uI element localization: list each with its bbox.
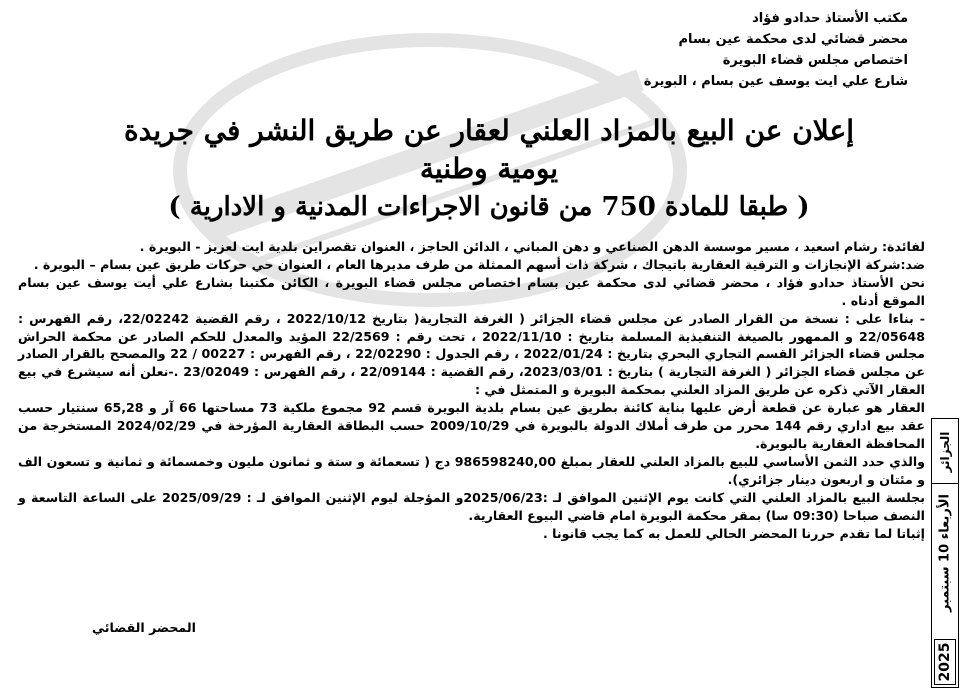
bailiff-paragraph: نحن الأستاذ حدادو فؤاد ، محضر قضائي لدى محكمة عين بسام اختصاص مجلس قضاء البويرة ، الكائن مكتبنا بشارع علي أيت يوسف عين بسام الموقع أدناه . — [18, 274, 925, 308]
announcement-title — [70, 112, 908, 226]
property-paragraph: العقار هو عبارة عن قطعة أرض عليها بناية كائنة بطريق عين بسام بلدية البويرة قسم 92 مجموع ملكية 73 مساحتها 66 آر و 65,28 سنتيار حسب عقد بيع اداري رقم 144 محرر من طرف أملاك الدولة بالبويرة في 2009/10/29 حسب البطاقة العقارية المؤرخة في 2024/02/29 المستخرجة من المحافظة العقارية بالبويرة. — [18, 400, 926, 451]
bailiff-title: محضر قضائي لدى محكمة عين بسام — [678, 32, 908, 47]
creditor-paragraph: لفائدة: رشام اسعيد ، مسير موسسة الدهن الصناعي و دهن المباني ، الدائن الحاجز ، العنوان تقصراين بلدية ايت لعزيز - البويرة . — [139, 239, 925, 254]
office-name: مكتب الأستاذ حدادو فؤاد — [752, 11, 908, 26]
announcement-body — [18, 238, 925, 542]
signature-label: المحضر القضائي — [92, 620, 196, 635]
bailiff-office-header — [488, 8, 908, 92]
title-line-2: يومية وطنية — [419, 152, 559, 185]
jurisdiction: اختصاص مجلس قضاء البويرة — [722, 53, 908, 68]
session-paragraph: بجلسة البيع بالمزاد العلني التي كانت يوم الإثنين الموافق لـ :2025/06/23و المؤجلة ليوم الإثنين الموافق لـ : 2025/09/29 على الساعة التاسعة و النصف صباحا (09:30 سا) بمقر محكمة البويرة امام قاضي البيوع العقارية. — [18, 489, 925, 523]
year-box — [934, 639, 956, 685]
office-address: شارع علي ايت يوسف عين بسام ، البويرة — [643, 74, 908, 89]
title-line-3: ( طبقا للمادة 750 من قانون الاجراءات المدنية و الادارية ) — [168, 192, 810, 222]
title-line-1: إعلان عن البيع بالمزاد العلني لعقار عن طريق النشر في جريدة — [124, 114, 854, 147]
publication-year: 2025 — [937, 642, 953, 682]
debtor-paragraph: ضد:شركة الإنجازات و الترقية العقارية باتيجاك ، شركة ذات أسهم الممثلة من طرف مديرها العام ، العنوان حي حركات طريق عين بسام – البويرة . — [33, 256, 925, 272]
price-paragraph: والذي حدد الثمن الأساسي للبيع بالمزاد العلني للعقار بمبلغ 986598240,00 دج ( تسعمائة و ستة و ثمانون مليون وخمسمائة و ثمانية و تسعون الف و مئتان و اربعون دينار جزائري). — [18, 453, 925, 487]
newspaper-name: الجزائر — [938, 431, 952, 473]
publication-strip — [931, 418, 959, 688]
legal-basis-paragraph: - بناءا على : نسخة من القرار الصادر عن مجلس قضاء الجزائر ( الغرفة التجارية( بتاريخ 2022/10/12 ، رقم القضية 22/02242، رقم الفهرس : 22/05648 و الممهور بالصيغة التنفيذية المسلمة بتاريخ : 2022/11/10 ، تحت رقم : 22/2569 المؤيد والمعدل للحكم الصادر عن محكمة الحراش مجلس قضاء الجزائر القسم التجاري البحري بتاريخ : 2022/01/24 ، رقم الجدول : 22/02290 ، رقم الفهرس : 00227 / 22 والمصحح بالقرار الصادر عن مجلس قضاء الجزائر ( الغرفة التجارية ) بتاريخ : 2023/03/01، رقم القضية : 22/09144 ، رقم الفهرس : 23/02049 .-نعلن أنه سيشرع في بيع العقار الآتي ذكره عن طريق المزاد العلني بمحكمة البويرة و المتمثل في : — [18, 310, 926, 398]
publication-date: الأربعاء 10 سبتمبر — [937, 493, 953, 613]
newspaper-name-box — [932, 421, 958, 484]
closing-paragraph: إثباتا لما تقدم حررنا المحضر الحالي للعمل به كما يجب قانونا . — [542, 525, 925, 541]
